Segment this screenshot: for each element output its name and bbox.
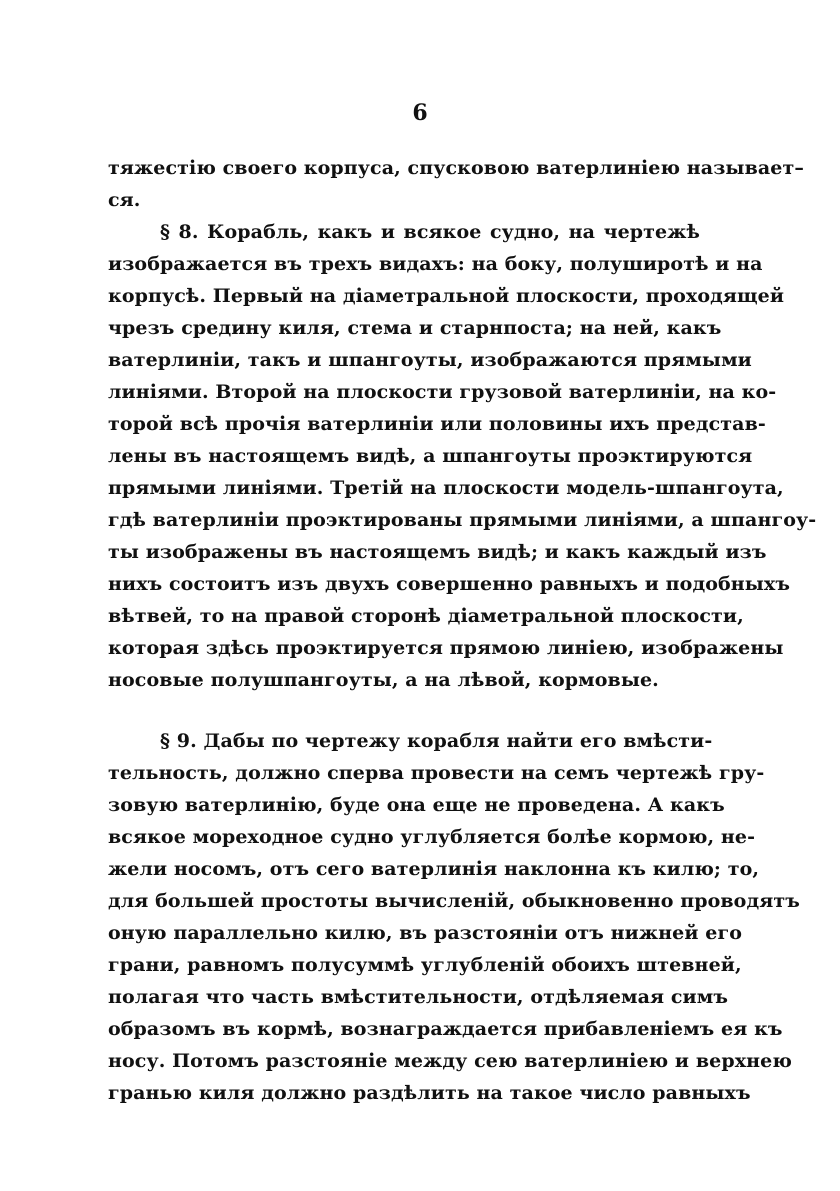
text-line: гранью киля должно раздѣлить на такое число равныхъ [108,1082,751,1104]
section-8-heading-line: § 8. Корабль, какъ и всякое судно, на чертежѣ [160,221,700,243]
text-line: тяжестію своего корпуса, спусковою ватерлиніею называет– [108,157,804,179]
text-line: носовые полушпангоуты, а на лѣвой, кормовые. [108,669,659,691]
text-line: грани, равномъ полусуммѣ углубленій обоихъ штевней, [108,954,742,976]
text-line: торой всѣ прочія ватерлиніи или половины ихъ представ- [108,413,766,435]
text-line: которая здѣсь проэктируется прямою линіею, изображены [108,637,784,659]
text-line: для большей простоты вычисленій, обыкновенно проводятъ [108,890,800,912]
text-line: ты изображены въ настоящемъ видѣ; и какъ каждый изъ [108,541,767,563]
text-line: корпусѣ. Первый на діаметральной плоскости, проходящей [108,285,785,307]
text-line: оную параллельно килю, въ разстояніи отъ нижней его [108,922,742,944]
text-line: жели носомъ, отъ сего ватерлинія наклонна къ килю; то, [108,858,760,880]
text-line: тельность, должно сперва провести на семъ чертежѣ гру- [108,762,765,784]
text-line: вѣтвей, то на правой сторонѣ діаметральной плоскости, [108,605,744,627]
text-line: зовую ватерлинію, буде она еще не проведена. А какъ [108,794,725,816]
text-line: линіями. Второй на плоскости грузовой ватерлиніи, на ко- [108,381,777,403]
text-line: лены въ настоящемъ видѣ, а шпангоуты проэктируются [108,445,753,467]
text-line: чрезъ средину киля, стема и старнпоста; на ней, какъ [108,317,722,339]
text-line: полагая что часть вмѣстительности, отдѣляемая симъ [108,986,729,1008]
text-line: ся. [108,189,141,211]
text-line: ватерлиніи, такъ и шпангоуты, изображаются прямыми [108,349,752,371]
section-9-heading-line: § 9. Дабы по чертежу корабля найти его вмѣсти- [160,730,713,752]
text-line: гдѣ ватерлиніи проэктированы прямыми линіями, а шпангоу- [108,509,817,531]
text-line: прямыми линіями. Третій на плоскости модель-шпангоута, [108,477,784,499]
text-line: образомъ въ кормѣ, вознаграждается прибавленіемъ ея къ [108,1018,783,1040]
page-number: 6 [412,100,428,126]
text-line: нихъ состоитъ изъ двухъ совершенно равныхъ и подобныхъ [108,573,791,595]
text-line: носу. Потомъ разстояніе между сею ватерлиніею и верхнею [108,1050,792,1072]
text-line: изображается въ трехъ видахъ: на боку, полуширотѣ и на [108,253,763,275]
text-line: всякое мореходное судно углубляется болѣе кормою, не- [108,826,756,848]
